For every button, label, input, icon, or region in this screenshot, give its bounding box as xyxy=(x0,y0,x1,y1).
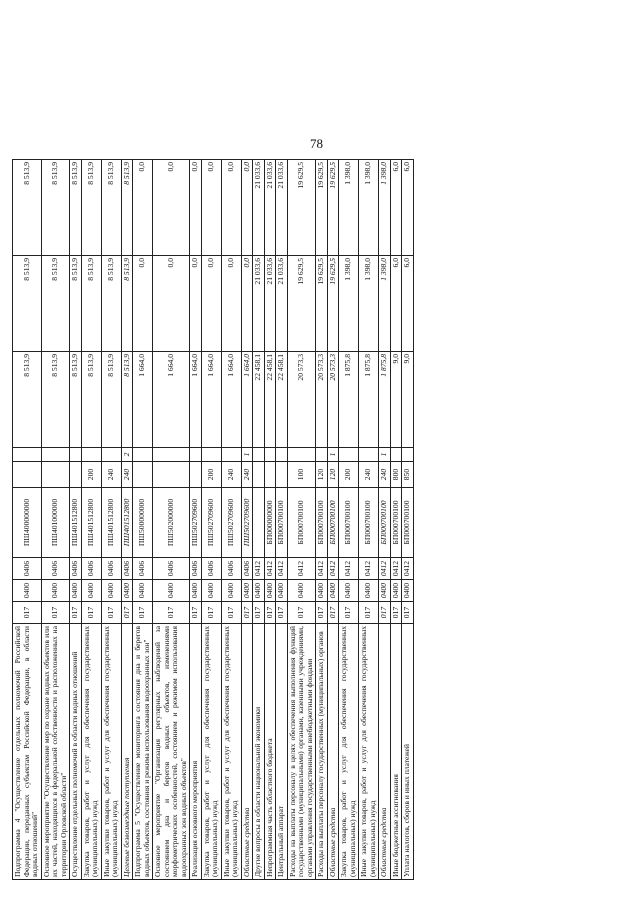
row-name: Областные средства xyxy=(379,624,391,880)
code-target-article: ПШ400000000 xyxy=(13,488,42,558)
code-ministry: 017 xyxy=(153,602,190,624)
row-name: Непрограммная часть областного бюджета xyxy=(264,624,276,880)
code-section: 0400 xyxy=(133,580,153,602)
code-section: 0400 xyxy=(339,580,359,602)
code-section: 0400 xyxy=(327,580,339,602)
code-target-article: БП000700100 xyxy=(359,488,379,558)
row-name: Областные средства xyxy=(327,624,339,880)
value-year-3: 8 513,9 xyxy=(41,160,70,256)
value-year-2: 21 033,6 xyxy=(276,256,288,352)
code-section: 0400 xyxy=(81,580,101,602)
code-section: 0400 xyxy=(276,580,288,602)
code-subsection: 0406 xyxy=(190,558,202,580)
code-expense-type: 850 xyxy=(402,462,414,488)
value-year-1: 20 573,3 xyxy=(287,352,316,448)
code-funding-source xyxy=(264,448,276,462)
code-target-article: ПШ401512800 xyxy=(101,488,121,558)
code-funding-source xyxy=(316,448,328,462)
code-ministry: 017 xyxy=(390,602,402,624)
code-target-article: БП000700100 xyxy=(390,488,402,558)
value-year-3: 0,0 xyxy=(221,160,241,256)
table-row xyxy=(81,160,101,880)
code-expense-type xyxy=(190,462,202,488)
code-target-article: БП000700100 xyxy=(327,488,339,558)
row-name: Областные средства xyxy=(241,624,253,880)
code-expense-type: 240 xyxy=(379,462,391,488)
table-row xyxy=(316,160,328,880)
value-year-3: 6,0 xyxy=(390,160,402,256)
value-year-1: 22 458,1 xyxy=(276,352,288,448)
code-section: 0400 xyxy=(379,580,391,602)
table-row xyxy=(390,160,402,880)
code-expense-type: 100 xyxy=(287,462,316,488)
code-ministry: 017 xyxy=(339,602,359,624)
code-ministry: 017 xyxy=(316,602,328,624)
code-subsection: 0406 xyxy=(41,558,70,580)
code-ministry: 017 xyxy=(190,602,202,624)
code-section: 0400 xyxy=(201,580,221,602)
value-year-1: 8 513,9 xyxy=(101,352,121,448)
code-expense-type: 240 xyxy=(101,462,121,488)
page-number: 78 xyxy=(310,136,323,151)
code-section: 0400 xyxy=(41,580,70,602)
code-funding-source xyxy=(41,448,70,462)
code-target-article: ПШ401512800 xyxy=(70,488,82,558)
code-ministry: 017 xyxy=(241,602,253,624)
value-year-3: 19 629,5 xyxy=(327,160,339,256)
code-target-article: ПШ502709600 xyxy=(190,488,202,558)
value-year-2: 21 033,6 xyxy=(253,256,265,352)
value-year-3: 6,0 xyxy=(402,160,414,256)
code-section: 0400 xyxy=(316,580,328,602)
value-year-1: 1 664,0 xyxy=(241,352,253,448)
code-expense-type xyxy=(253,462,265,488)
rotated-table-wrapper xyxy=(12,160,542,880)
code-subsection: 0406 xyxy=(153,558,190,580)
table-body xyxy=(13,160,414,880)
code-funding-source xyxy=(201,448,221,462)
code-target-article: БП000700100 xyxy=(402,488,414,558)
row-name: Осуществление отдельных полномочий в области водных отношений xyxy=(70,624,82,880)
code-subsection: 0406 xyxy=(70,558,82,580)
table-row xyxy=(327,160,339,880)
code-target-article: БП000700100 xyxy=(379,488,391,558)
code-subsection: 0412 xyxy=(287,558,316,580)
table-row xyxy=(359,160,379,880)
value-year-1: 8 513,9 xyxy=(121,352,133,448)
code-section: 0400 xyxy=(390,580,402,602)
code-subsection: 0406 xyxy=(13,558,42,580)
value-year-2: 1 398,0 xyxy=(359,256,379,352)
value-year-3: 21 033,6 xyxy=(253,160,265,256)
code-expense-type: 200 xyxy=(81,462,101,488)
code-expense-type xyxy=(70,462,82,488)
value-year-2: 19 629,5 xyxy=(287,256,316,352)
code-target-article: ПШ502000000 xyxy=(153,488,190,558)
row-name: Закупка товаров, работ и услуг для обеспечения государственных (муниципальных) нужд xyxy=(81,624,101,880)
value-year-3: 8 513,9 xyxy=(70,160,82,256)
code-target-article: БП000000000 xyxy=(264,488,276,558)
table-row xyxy=(153,160,190,880)
row-name: Целевые безвозмездные поступления xyxy=(121,624,133,880)
row-name: Уплата налогов, сборов и иных платежей xyxy=(402,624,414,880)
code-expense-type: 200 xyxy=(339,462,359,488)
value-year-1: 8 513,9 xyxy=(41,352,70,448)
code-ministry: 017 xyxy=(221,602,241,624)
table-row xyxy=(253,160,265,880)
code-funding-source xyxy=(359,448,379,462)
value-year-2: 19 629,5 xyxy=(316,256,328,352)
code-section: 0400 xyxy=(287,580,316,602)
code-target-article: БП000700100 xyxy=(339,488,359,558)
value-year-2: 8 513,9 xyxy=(121,256,133,352)
value-year-2: 8 513,9 xyxy=(101,256,121,352)
value-year-2: 6,0 xyxy=(390,256,402,352)
value-year-2: 21 033,6 xyxy=(264,256,276,352)
code-target-article: ПШ502709600 xyxy=(221,488,241,558)
table-row xyxy=(190,160,202,880)
code-expense-type: 240 xyxy=(221,462,241,488)
value-year-2: 1 398,0 xyxy=(339,256,359,352)
code-section: 0400 xyxy=(190,580,202,602)
code-target-article: ПШ401512800 xyxy=(121,488,133,558)
row-name: Центральный аппарат xyxy=(276,624,288,880)
value-year-2: 1 398,0 xyxy=(379,256,391,352)
code-subsection: 0412 xyxy=(339,558,359,580)
code-section: 0400 xyxy=(253,580,265,602)
code-ministry: 017 xyxy=(201,602,221,624)
code-ministry: 017 xyxy=(101,602,121,624)
row-name: Основное мероприятие "Организация регулярных наблюдений за состоянием дна и берегов водных объектов, изменениями морфометрических особенностей, состоянием и режимом использования водоохранных зон водных объектов" xyxy=(153,624,190,880)
code-funding-source xyxy=(287,448,316,462)
row-name: Подпрограмма 4 "Осуществление отдельных полномочий Российской Федерации, переданных субъектам Российской Федерации, в области водных отношений" xyxy=(13,624,42,880)
value-year-1: 8 513,9 xyxy=(81,352,101,448)
code-funding-source: 1 xyxy=(379,448,391,462)
code-target-article: ПШ500000000 xyxy=(133,488,153,558)
table-row xyxy=(287,160,316,880)
value-year-3: 19 629,5 xyxy=(316,160,328,256)
code-subsection: 0412 xyxy=(253,558,265,580)
value-year-1: 22 458,1 xyxy=(264,352,276,448)
table-row xyxy=(221,160,241,880)
row-name: Иные закупки товаров, работ и услуг для обеспечения государственных (муниципальных) нужд xyxy=(221,624,241,880)
value-year-3: 1 398,0 xyxy=(339,160,359,256)
value-year-3: 8 513,9 xyxy=(13,160,42,256)
row-name: Другие вопросы в области национальной экономики xyxy=(253,624,265,880)
code-funding-source: 1 xyxy=(241,448,253,462)
code-target-article: ПШ502709600 xyxy=(201,488,221,558)
value-year-1: 22 458,1 xyxy=(253,352,265,448)
code-funding-source xyxy=(133,448,153,462)
code-subsection: 0406 xyxy=(81,558,101,580)
code-subsection: 0412 xyxy=(316,558,328,580)
table-row xyxy=(201,160,221,880)
value-year-1: 9,0 xyxy=(390,352,402,448)
code-funding-source xyxy=(221,448,241,462)
code-ministry: 017 xyxy=(379,602,391,624)
table-row xyxy=(339,160,359,880)
code-target-article: БП000700100 xyxy=(276,488,288,558)
code-target-article: БП000700100 xyxy=(287,488,316,558)
row-name: Основное мероприятие "Осуществление мер по охране водных объектов или их частей, находящихся в федеральной собственности и расположенных на территории Орловской области" xyxy=(41,624,70,880)
code-ministry: 017 xyxy=(81,602,101,624)
code-subsection: 0412 xyxy=(359,558,379,580)
table-row xyxy=(121,160,133,880)
table-row xyxy=(41,160,70,880)
value-year-2: 6,0 xyxy=(402,256,414,352)
value-year-2: 0,0 xyxy=(153,256,190,352)
table-row xyxy=(264,160,276,880)
code-target-article: ПШ401000000 xyxy=(41,488,70,558)
code-expense-type: 120 xyxy=(327,462,339,488)
code-subsection: 0406 xyxy=(201,558,221,580)
code-funding-source xyxy=(190,448,202,462)
code-section: 0400 xyxy=(121,580,133,602)
code-subsection: 0406 xyxy=(133,558,153,580)
value-year-1: 1 664,0 xyxy=(201,352,221,448)
code-target-article xyxy=(253,488,265,558)
table-row xyxy=(276,160,288,880)
value-year-3: 0,0 xyxy=(190,160,202,256)
value-year-1: 1 875,8 xyxy=(379,352,391,448)
code-ministry: 017 xyxy=(287,602,316,624)
code-expense-type: 120 xyxy=(316,462,328,488)
value-year-3: 0,0 xyxy=(133,160,153,256)
value-year-1: 1 664,0 xyxy=(133,352,153,448)
code-ministry: 017 xyxy=(70,602,82,624)
code-target-article: ПШ401512800 xyxy=(81,488,101,558)
value-year-2: 0,0 xyxy=(190,256,202,352)
table-row xyxy=(241,160,253,880)
value-year-3: 0,0 xyxy=(201,160,221,256)
budget-table xyxy=(12,159,414,880)
row-name: Иные бюджетные ассигнования xyxy=(390,624,402,880)
code-expense-type xyxy=(153,462,190,488)
value-year-2: 8 513,9 xyxy=(13,256,42,352)
table-row xyxy=(70,160,82,880)
code-section: 0400 xyxy=(101,580,121,602)
code-subsection: 0412 xyxy=(327,558,339,580)
code-funding-source: 2 xyxy=(121,448,133,462)
value-year-2: 8 513,9 xyxy=(41,256,70,352)
code-ministry: 017 xyxy=(41,602,70,624)
value-year-2: 0,0 xyxy=(201,256,221,352)
value-year-3: 8 513,9 xyxy=(101,160,121,256)
code-ministry: 017 xyxy=(327,602,339,624)
value-year-2: 8 513,9 xyxy=(81,256,101,352)
code-subsection: 0412 xyxy=(390,558,402,580)
row-name: Закупка товаров, работ и услуг для обеспечения государственных (муниципальных) нужд xyxy=(201,624,221,880)
row-name: Расходы на выплаты персоналу государственных (муниципальных) органов xyxy=(316,624,328,880)
value-year-1: 20 573,3 xyxy=(316,352,328,448)
value-year-3: 0,0 xyxy=(153,160,190,256)
value-year-2: 8 513,9 xyxy=(70,256,82,352)
code-subsection: 0412 xyxy=(276,558,288,580)
value-year-1: 20 573,3 xyxy=(327,352,339,448)
code-section: 0400 xyxy=(13,580,42,602)
code-expense-type xyxy=(13,462,42,488)
value-year-1: 1 664,0 xyxy=(190,352,202,448)
code-subsection: 0406 xyxy=(221,558,241,580)
table-row xyxy=(13,160,42,880)
table-row xyxy=(402,160,414,880)
code-subsection: 0406 xyxy=(101,558,121,580)
value-year-2: 0,0 xyxy=(133,256,153,352)
value-year-3: 1 398,0 xyxy=(379,160,391,256)
code-ministry: 017 xyxy=(264,602,276,624)
table-row xyxy=(133,160,153,880)
code-section: 0400 xyxy=(402,580,414,602)
value-year-1: 8 513,9 xyxy=(70,352,82,448)
value-year-3: 8 513,9 xyxy=(121,160,133,256)
value-year-3: 21 033,6 xyxy=(276,160,288,256)
value-year-1: 1 875,8 xyxy=(339,352,359,448)
code-target-article: ПШ502709600 xyxy=(241,488,253,558)
value-year-2: 19 629,5 xyxy=(327,256,339,352)
row-name: Иные закупки товаров, работ и услуг для обеспечения государственных (муниципальных) нужд xyxy=(359,624,379,880)
code-subsection: 0412 xyxy=(264,558,276,580)
row-name: Закупка товаров, работ и услуг для обеспечения государственных (муниципальных) нужд xyxy=(339,624,359,880)
code-funding-source xyxy=(153,448,190,462)
code-subsection: 0406 xyxy=(241,558,253,580)
code-section: 0400 xyxy=(153,580,190,602)
code-section: 0400 xyxy=(221,580,241,602)
code-ministry: 017 xyxy=(253,602,265,624)
value-year-3: 0,0 xyxy=(241,160,253,256)
value-year-3: 19 629,5 xyxy=(287,160,316,256)
code-ministry: 017 xyxy=(133,602,153,624)
code-expense-type xyxy=(41,462,70,488)
value-year-3: 8 513,9 xyxy=(81,160,101,256)
code-expense-type: 240 xyxy=(121,462,133,488)
code-section: 0400 xyxy=(359,580,379,602)
code-funding-source xyxy=(276,448,288,462)
value-year-1: 8 513,9 xyxy=(13,352,42,448)
code-ministry: 017 xyxy=(13,602,42,624)
code-subsection: 0412 xyxy=(379,558,391,580)
code-section: 0400 xyxy=(241,580,253,602)
value-year-1: 1 875,8 xyxy=(359,352,379,448)
code-funding-source xyxy=(339,448,359,462)
code-section: 0400 xyxy=(264,580,276,602)
code-expense-type xyxy=(276,462,288,488)
code-funding-source xyxy=(402,448,414,462)
row-name: Иные закупки товаров, работ и услуг для обеспечения государственных (муниципальных) нужд xyxy=(101,624,121,880)
value-year-1: 1 664,0 xyxy=(221,352,241,448)
code-funding-source xyxy=(81,448,101,462)
code-target-article: БП000700100 xyxy=(316,488,328,558)
value-year-1: 9,0 xyxy=(402,352,414,448)
code-ministry: 017 xyxy=(402,602,414,624)
code-expense-type xyxy=(264,462,276,488)
table-row xyxy=(101,160,121,880)
value-year-2: 0,0 xyxy=(221,256,241,352)
code-ministry: 017 xyxy=(276,602,288,624)
table-row xyxy=(379,160,391,880)
code-funding-source: 1 xyxy=(327,448,339,462)
row-name: Реализация основного мероприятия xyxy=(190,624,202,880)
value-year-2: 0,0 xyxy=(241,256,253,352)
code-ministry: 017 xyxy=(121,602,133,624)
code-section: 0400 xyxy=(70,580,82,602)
code-expense-type xyxy=(133,462,153,488)
code-expense-type: 240 xyxy=(241,462,253,488)
code-subsection: 0412 xyxy=(402,558,414,580)
code-ministry: 017 xyxy=(359,602,379,624)
code-funding-source xyxy=(70,448,82,462)
value-year-1: 1 664,0 xyxy=(153,352,190,448)
code-expense-type: 240 xyxy=(359,462,379,488)
row-name: Расходы на выплаты персоналу в целях обеспечения выполнения функций государственными (муниципальными) органами, казенными учреждениями, органами управления государственными внебюджетными фондами xyxy=(287,624,316,880)
code-funding-source xyxy=(390,448,402,462)
code-subsection: 0406 xyxy=(121,558,133,580)
value-year-3: 1 398,0 xyxy=(359,160,379,256)
row-name: Подпрограмма 5 "Осуществление мониторинга состояния дна и берегов водных объектов, состояния и режима использования водоохранных зон" xyxy=(133,624,153,880)
code-funding-source xyxy=(101,448,121,462)
code-expense-type: 200 xyxy=(201,462,221,488)
code-funding-source xyxy=(13,448,42,462)
value-year-3: 21 033,6 xyxy=(264,160,276,256)
code-expense-type: 800 xyxy=(390,462,402,488)
code-funding-source xyxy=(253,448,265,462)
